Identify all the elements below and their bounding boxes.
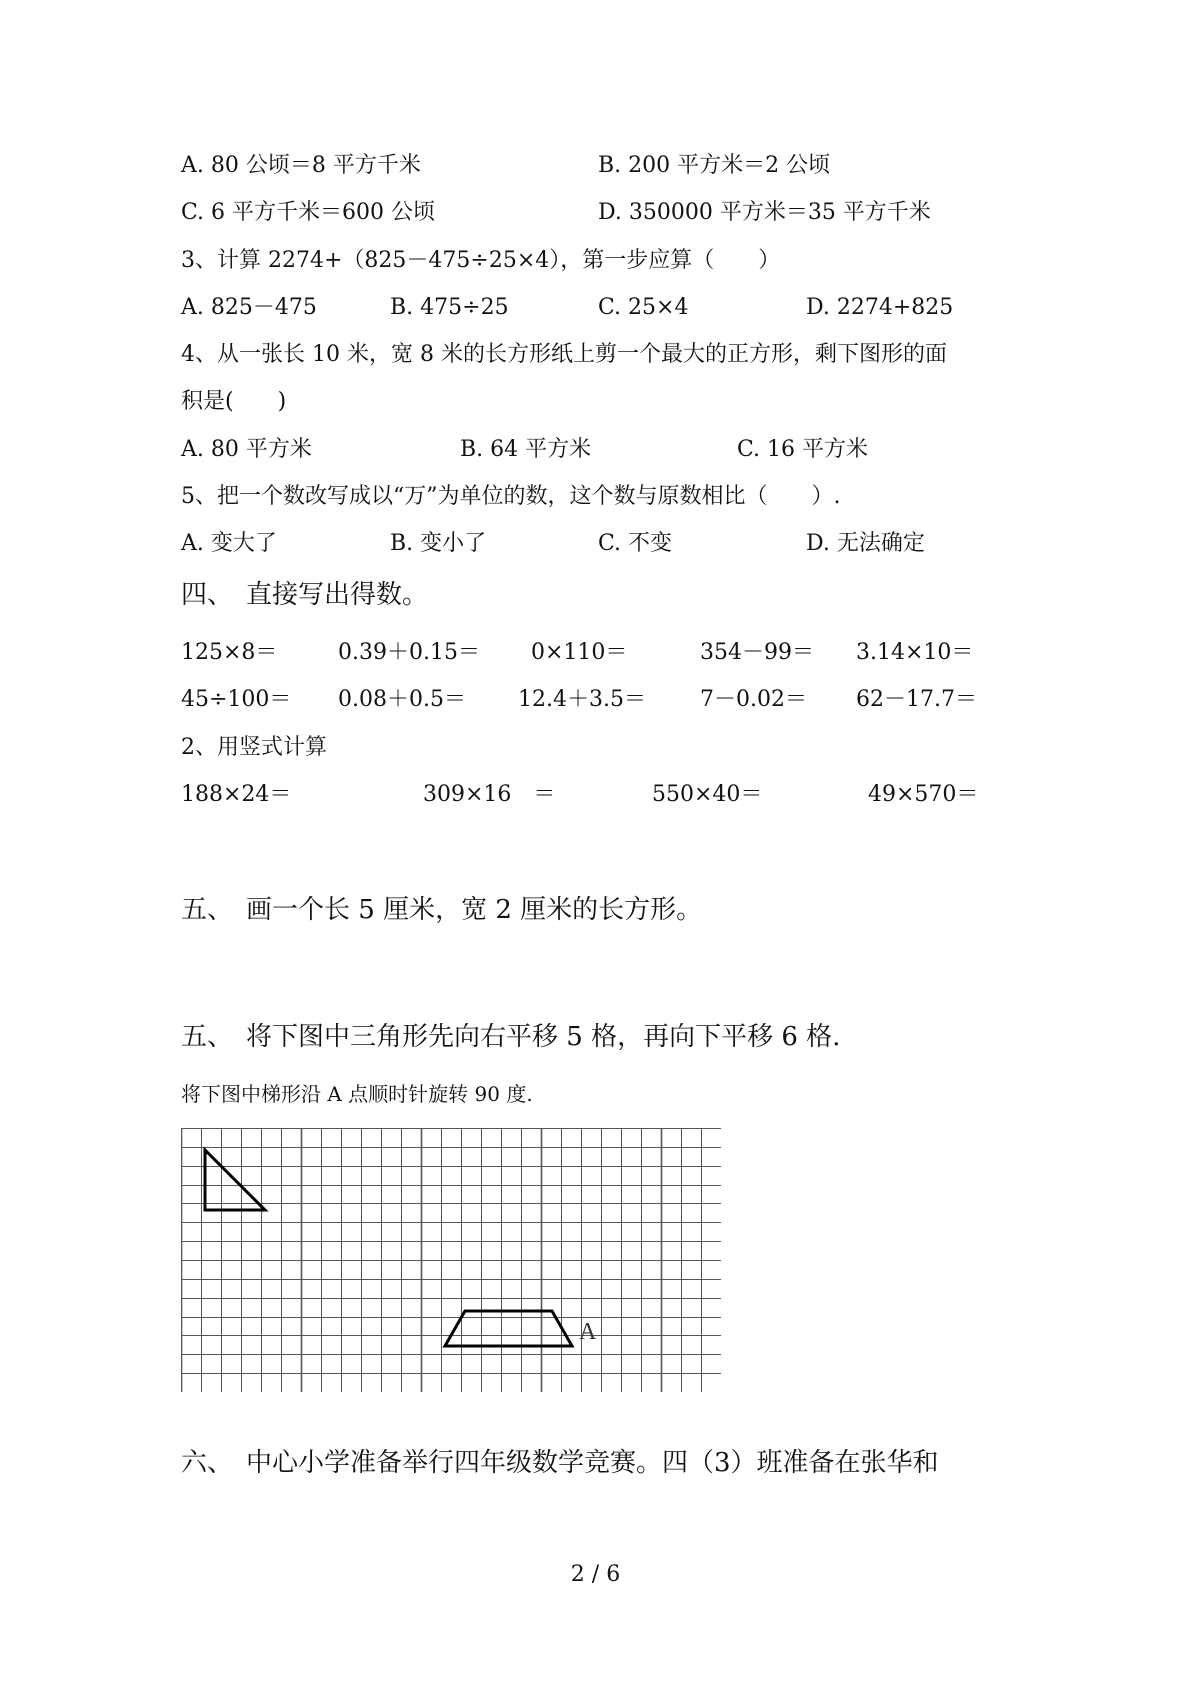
section-5a-title: 五、 画一个长 5 厘米，宽 2 厘米的长方形。	[181, 895, 703, 925]
q3-option-d: D. 2274+825	[806, 295, 954, 320]
triangle-shape	[205, 1150, 265, 1210]
q2-option-a: A. 80 公顷＝8 平方千米	[181, 153, 421, 178]
vertical-calc-item: 188×24＝	[181, 782, 292, 807]
q5-option-b: B. 变小了	[390, 531, 487, 556]
q3-question: 3、计算 2274+（825－475÷25×4），第一步应算（ ）	[181, 248, 781, 273]
q3-option-c: C. 25×4	[598, 295, 689, 320]
q4-option-b: B. 64 平方米	[460, 437, 592, 462]
calc-item: 3.14×10＝	[856, 640, 974, 665]
calc-item: 354－99＝	[700, 640, 814, 665]
point-a-label: A	[579, 1319, 597, 1345]
q2-option-b: B. 200 平方米＝2 公顷	[598, 153, 831, 178]
calc-item: 45÷100＝	[181, 687, 292, 712]
q5-option-c: C. 不变	[598, 531, 673, 556]
calc-item: 62－17.7＝	[856, 687, 977, 712]
vertical-calc-item: 550×40＝	[652, 782, 763, 807]
q3-option-a: A. 825－475	[181, 295, 317, 320]
section-4-title: 四、 直接写出得数。	[181, 580, 429, 610]
q5-question: 5、把一个数改写成以“万”为单位的数，这个数与原数相比（ ）.	[181, 484, 841, 509]
page-number: 2 / 6	[570, 1562, 621, 1587]
q4-option-a: A. 80 平方米	[181, 437, 312, 462]
section-5b-sub: 将下图中梯形沿 A 点顺时针旋转 90 度.	[181, 1082, 533, 1106]
calc-item: 125×8＝	[181, 640, 278, 665]
q2-option-d: D. 350000 平方米＝35 平方千米	[598, 200, 931, 225]
section-5b-title: 五、 将下图中三角形先向右平移 5 格，再向下平移 6 格.	[181, 1022, 841, 1052]
calc-item: 0.08＋0.5＝	[338, 687, 466, 712]
q5-option-a: A. 变大了	[181, 531, 277, 556]
vertical-calc-item: 49×570＝	[868, 782, 979, 807]
q4-question-line1: 4、从一张长 10 米，宽 8 米的长方形纸上剪一个最大的正方形，剩下图形的面	[181, 342, 947, 367]
q4-option-c: C. 16 平方米	[737, 437, 869, 462]
section-4-sub2: 2、用竖式计算	[181, 735, 327, 760]
q5-option-d: D. 无法确定	[806, 531, 925, 556]
q4-question-line2: 积是( )	[181, 389, 287, 414]
calc-item: 7－0.02＝	[700, 687, 807, 712]
trapezoid-shape	[445, 1311, 572, 1346]
calc-item: 0×110＝	[531, 640, 628, 665]
q3-option-b: B. 475÷25	[390, 295, 509, 320]
section-6-title: 六、 中心小学准备举行四年级数学竞赛。四（3）班准备在张华和	[181, 1448, 939, 1478]
calc-item: 12.4＋3.5＝	[518, 687, 646, 712]
q2-option-c: C. 6 平方千米＝600 公顷	[181, 200, 436, 225]
square-grid	[181, 1128, 721, 1392]
vertical-calc-item: 309×16 ＝	[423, 782, 556, 807]
calc-item: 0.39＋0.15＝	[338, 640, 480, 665]
